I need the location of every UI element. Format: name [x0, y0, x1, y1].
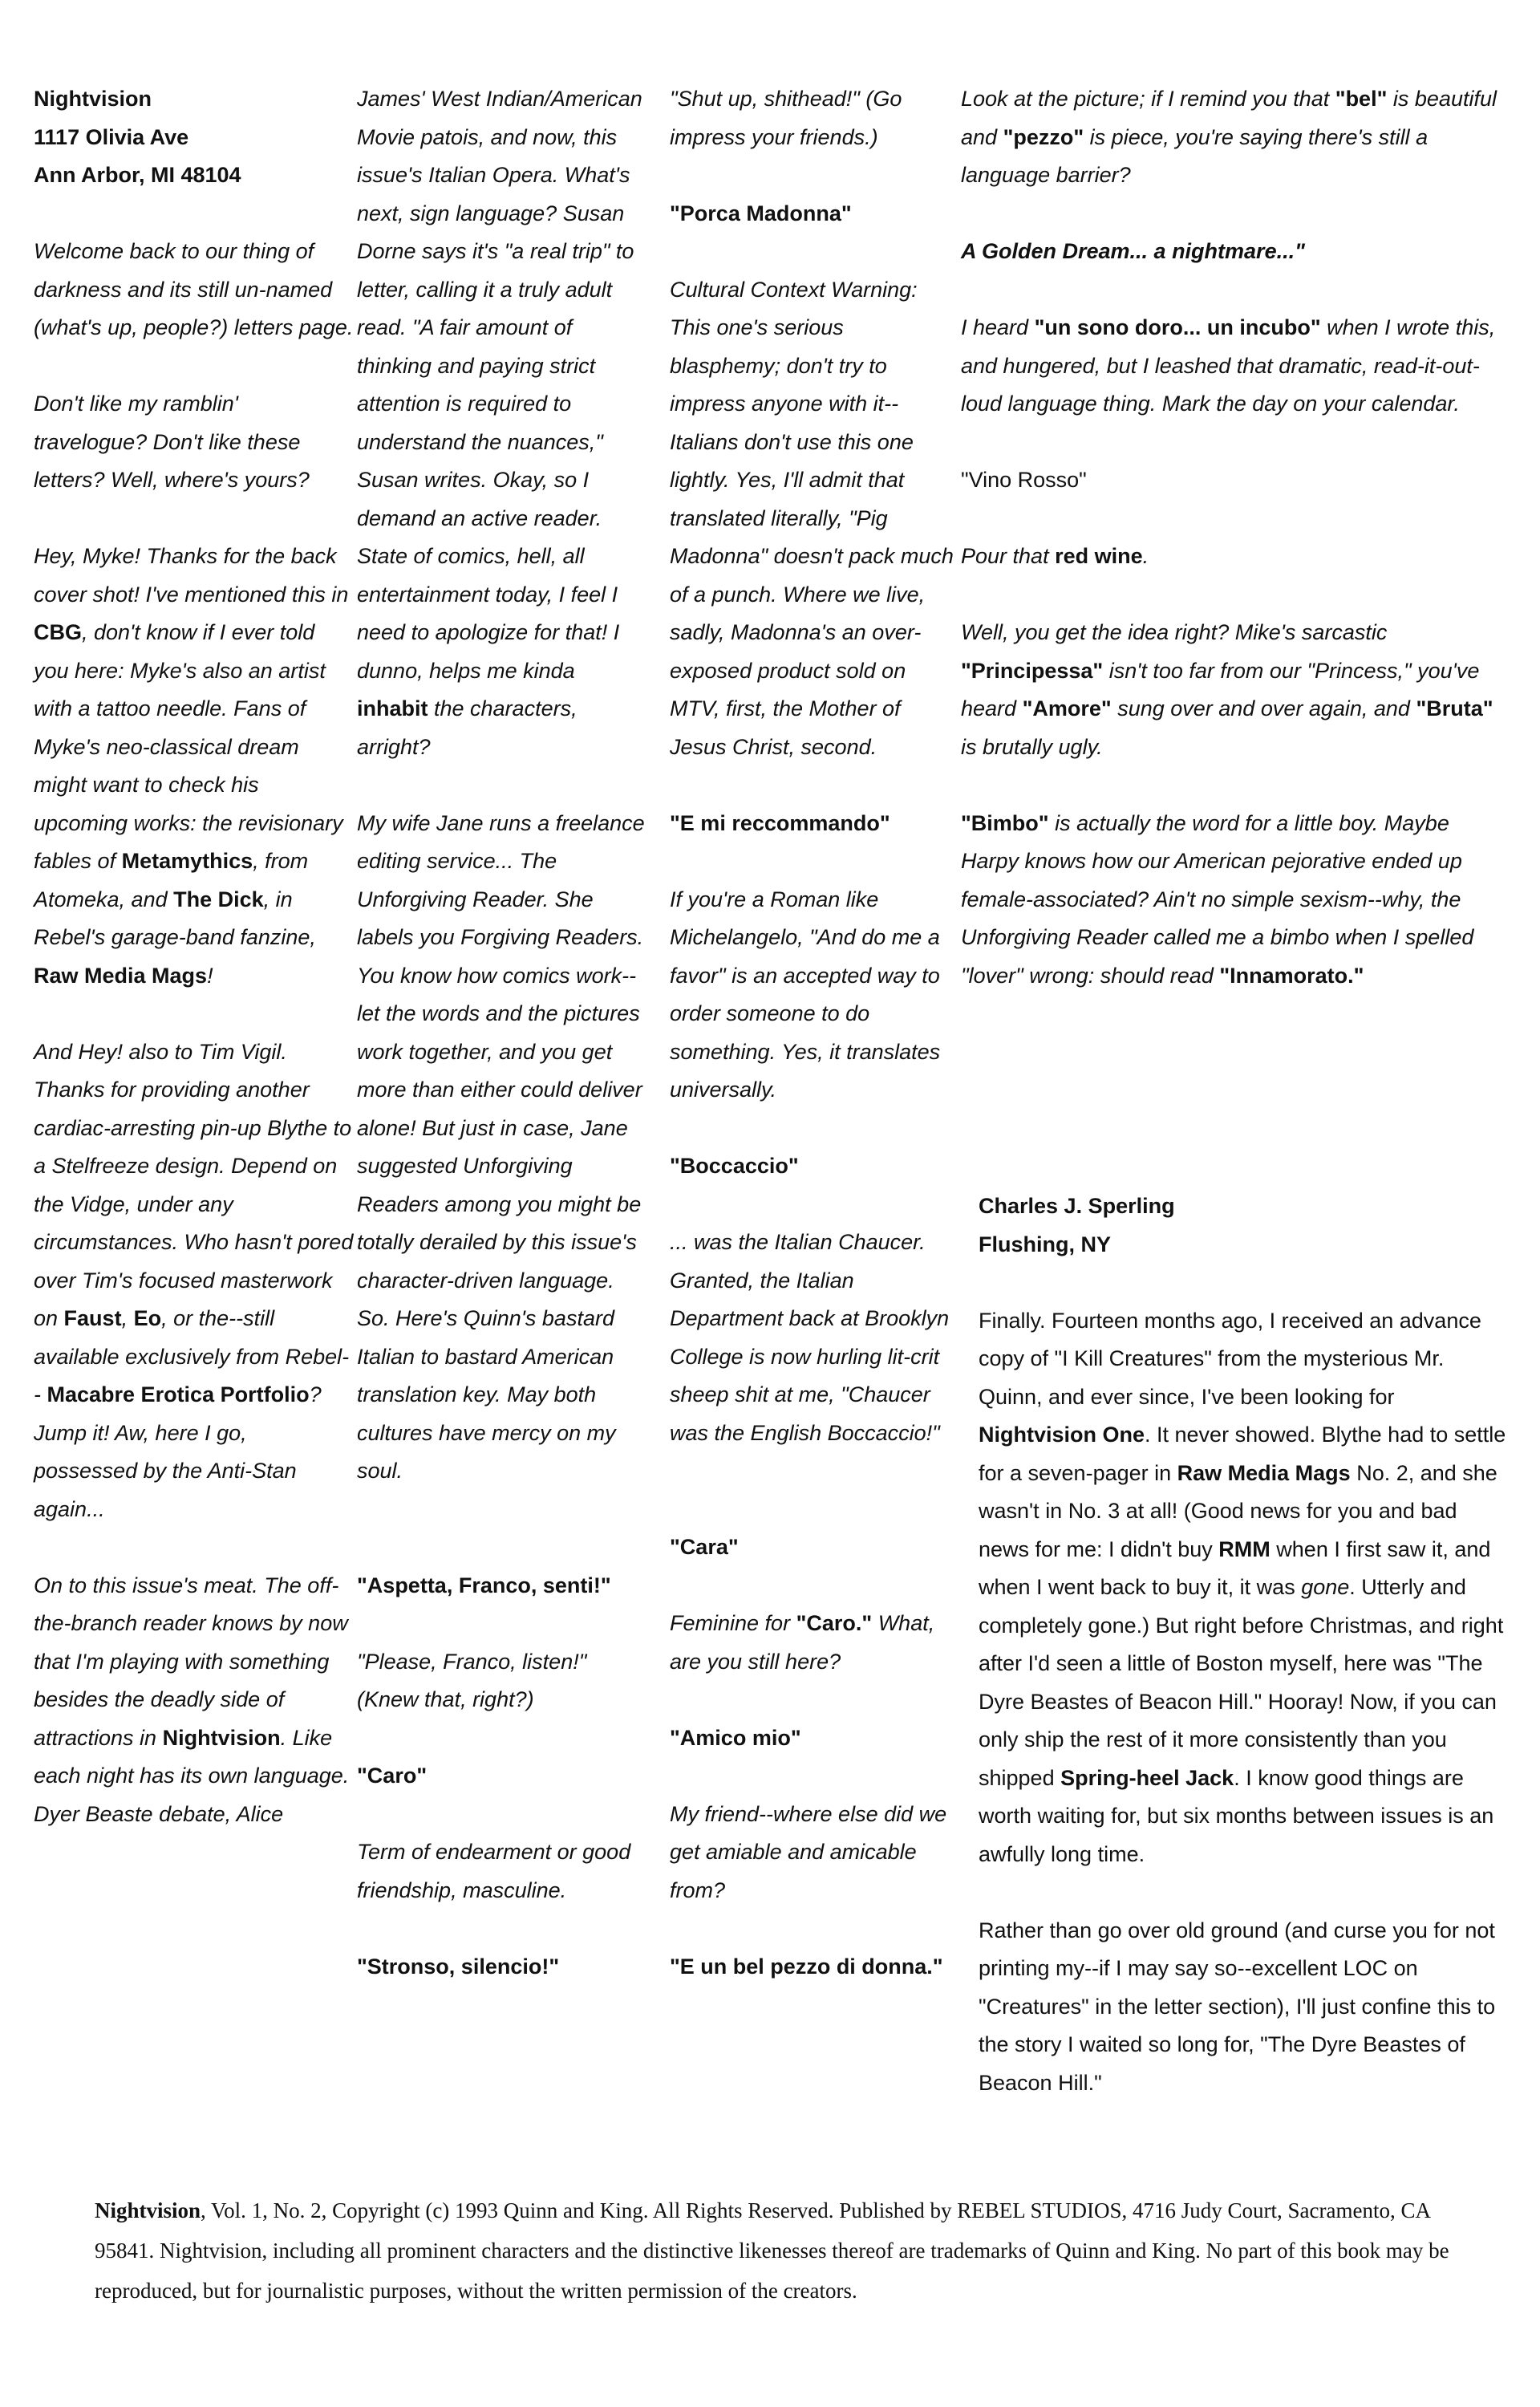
translation: Cultural Context Warning: This one's serious blasphemy; don't try to impress anyone with it--Italians don't use this one lightly. Yes, I'll admit that translated literally, "Pig Madonna" doesn't pack much of a punch. Where we live, sadly, Madonna's an over-exposed product sold on MTV, first, the Mother of Jesus Christ, second. — [670, 277, 954, 759]
paragraph: Rather than go over old ground (and curse you for not printing my--if I may say so--excellent LOC on "Creatures" in the letter section), I'll just confine this to the story I waited so long for, "The Dyre Beastes of Beacon Hill." — [979, 1918, 1496, 2095]
translation: Look at the picture; if I remind you that "bel" is beautiful and "pezzo" is piece, you're saying there's still a language barrier? — [961, 87, 1497, 187]
phrase-heading: "E mi reccommando" — [670, 810, 890, 835]
phrase-heading: "Vino Rosso" — [961, 468, 1087, 492]
translation: Well, you get the idea right? Mike's sarcastic "Principessa" isn't too far from our "Princess," you've heard "Amore" sung over and over again, and "Bruta" is brutally ugly. — [961, 620, 1493, 759]
paragraph: And Hey! also to Tim Vigil. Thanks for providing another cardiac-arresting pin-up Blythe to a Stelfreeze design. Depend on the Vidge, under any circumstances. Who hasn't pored over Tim's focused masterwork on Faust, Eo, or the--still available exclusively from Rebel-- Macabre Erotica Portfolio? Jump it! Aw, here I go, possessed by the Anti-Stan again... — [34, 1039, 354, 1521]
translation: My friend--where else did we get amiable and amicable from? — [670, 1801, 947, 1902]
phrase-heading: "Aspetta, Franco, senti!" — [357, 1573, 611, 1597]
paragraph: James' West Indian/American Movie patois, and now, this issue's Italian Opera. What's next, sign language? Susan Dorne says it's "a real trip" to letter, calling it a truly adult read. "A fair amount of thinking and paying strict attention is required to understand the nuances," Susan writes. Okay, so I demand an active reader. State of comics, hell, all entertainment today, I feel I need to apologize for that! I dunno, helps me kinda inhabit the characters, arright? — [357, 87, 642, 759]
translation: Pour that red wine. — [961, 544, 1149, 568]
translation: "Bimbo" is actually the word for a little boy. Maybe Harpy knows how our American pejorative ended up female-associated? Ain't no simple sexism--why, the Unforgiving Reader called me a bimbo when I spelled "lover" wrong: should read "Innamorato." — [961, 810, 1474, 988]
translation: Term of endearment or good friendship, masculine. — [357, 1840, 631, 1902]
phrase-heading: "Stronso, silencio!" — [357, 1954, 560, 1979]
translation: ... was the Italian Chaucer. Granted, the Italian Department back at Brooklyn College is now hurling lit-crit sheep shit at me, "Chaucer was the English Boccaccio!" — [670, 1230, 950, 1445]
column-3 — [670, 80, 958, 2024]
address-line: 1117 Olivia Ave — [34, 124, 189, 149]
address-line: Nightvision — [34, 87, 152, 111]
translation: If you're a Roman like Michelangelo, "And do me a favor" is an accepted way to order someone to do something. Yes, it translates universally. — [670, 887, 941, 1102]
paragraph: Welcome back to our thing of darkness and its still un-named (what's up, people?) letters page. — [34, 239, 354, 339]
phrase-heading: "Porca Madonna" — [670, 201, 852, 225]
letter-sperling — [979, 1187, 1508, 2141]
translation: "Shut up, shithead!" (Go impress your friends.) — [670, 87, 902, 149]
phrase-heading: "Boccaccio" — [670, 1154, 799, 1178]
translation: Feminine for "Caro." What, are you still here? — [670, 1611, 935, 1674]
translation: "Please, Franco, listen!" (Knew that, right?) — [357, 1649, 587, 1711]
address-line: Ann Arbor, MI 48104 — [34, 163, 241, 187]
paragraph: Finally. Fourteen months ago, I received an advance copy of "I Kill Creatures" from the mysterious Mr. Quinn, and ever since, I've been looking for Nightvision One. It never showed. Blythe had to settle for a seven-pager in Raw Media Mags No. 2, and she wasn't in No. 3 at all! (Good news for you and bad news for me: I didn't buy RMM when I first saw it, and when I went back to buy it, it was gone. Utterly and completely gone.) But right before Christmas, and right after I'd seen a little of Boston myself, here was "The Dyre Beastes of Beacon Hill." Hooray! Now, if you can only ship the rest of it more consistently than you shipped Spring-heel Jack. I know good things are worth waiting for, but six months between issues is an awfully long time. — [979, 1308, 1506, 1866]
phrase-heading: "Cara" — [670, 1535, 739, 1559]
phrase-heading: "E un bel pezzo di donna." — [670, 1954, 943, 1979]
paragraph: On to this issue's meat. The off-the-branch reader knows by now that I'm playing with something besides the deadly side of attractions in Nightvision. Like each night has its own language. Dyer Beaste debate, Alice — [34, 1573, 350, 1826]
paragraph: Don't like my ramblin' travelogue? Don't like these letters? Well, where's yours? — [34, 392, 310, 492]
column-1 — [34, 80, 355, 1833]
letter-author: Charles J. Sperling — [979, 1194, 1175, 1218]
phrase-heading: "Amico mio" — [670, 1725, 801, 1750]
column-2 — [357, 80, 646, 2024]
footer-title: Nightvision — [95, 2198, 201, 2222]
phrase-heading: A Golden Dream... a nightmare..." — [961, 239, 1305, 263]
translation: I heard "un sono doro... un incubo" when I wrote this, and hungered, but I leashed that dramatic, read-it-out-loud language thing. Mark the day on your calendar. — [961, 315, 1496, 416]
letter-location: Flushing, NY — [979, 1232, 1111, 1256]
phrase-heading: "Caro" — [357, 1764, 428, 1788]
paragraph: My wife Jane runs a freelance editing service... The Unforgiving Reader. She labels you Forgiving Readers. You know how comics work--let the words and the pictures work together, and you get more than either could deliver alone! But just in case, Jane suggested Unforgiving Readers among you might be totally derailed by this issue's character-driven language. So. Here's Quinn's bastard Italian to bastard American translation key. May both cultures have mercy on my soul. — [357, 810, 645, 1483]
copyright-footer — [95, 2190, 1458, 2311]
column-4 — [961, 80, 1506, 1033]
paragraph: Hey, Myke! Thanks for the back cover shot! I've mentioned this in CBG, don't know if I ever told you here: Myke's also an artist with a tattoo needle. Fans of Myke's neo-classical dream might want to check his upcoming works: the revisionary fables of Metamythics, from Atomeka, and The Dick, in Rebel's garage-band fanzine, Raw Media Mags! — [34, 544, 349, 988]
footer-text: , Vol. 1, No. 2, Copyright (c) 1993 Quinn and King. All Rights Reserved. Published by REBEL STUDIOS, 4716 Judy Court, Sacramento, CA 95841. Nightvision, including all prominent characters and the distinctive likenesses thereof are trademarks of Quinn and King. No part of this book may be reproduced, but for journalistic purposes, without the written permission of the creators. — [95, 2198, 1449, 2303]
mailing-address — [34, 80, 355, 195]
